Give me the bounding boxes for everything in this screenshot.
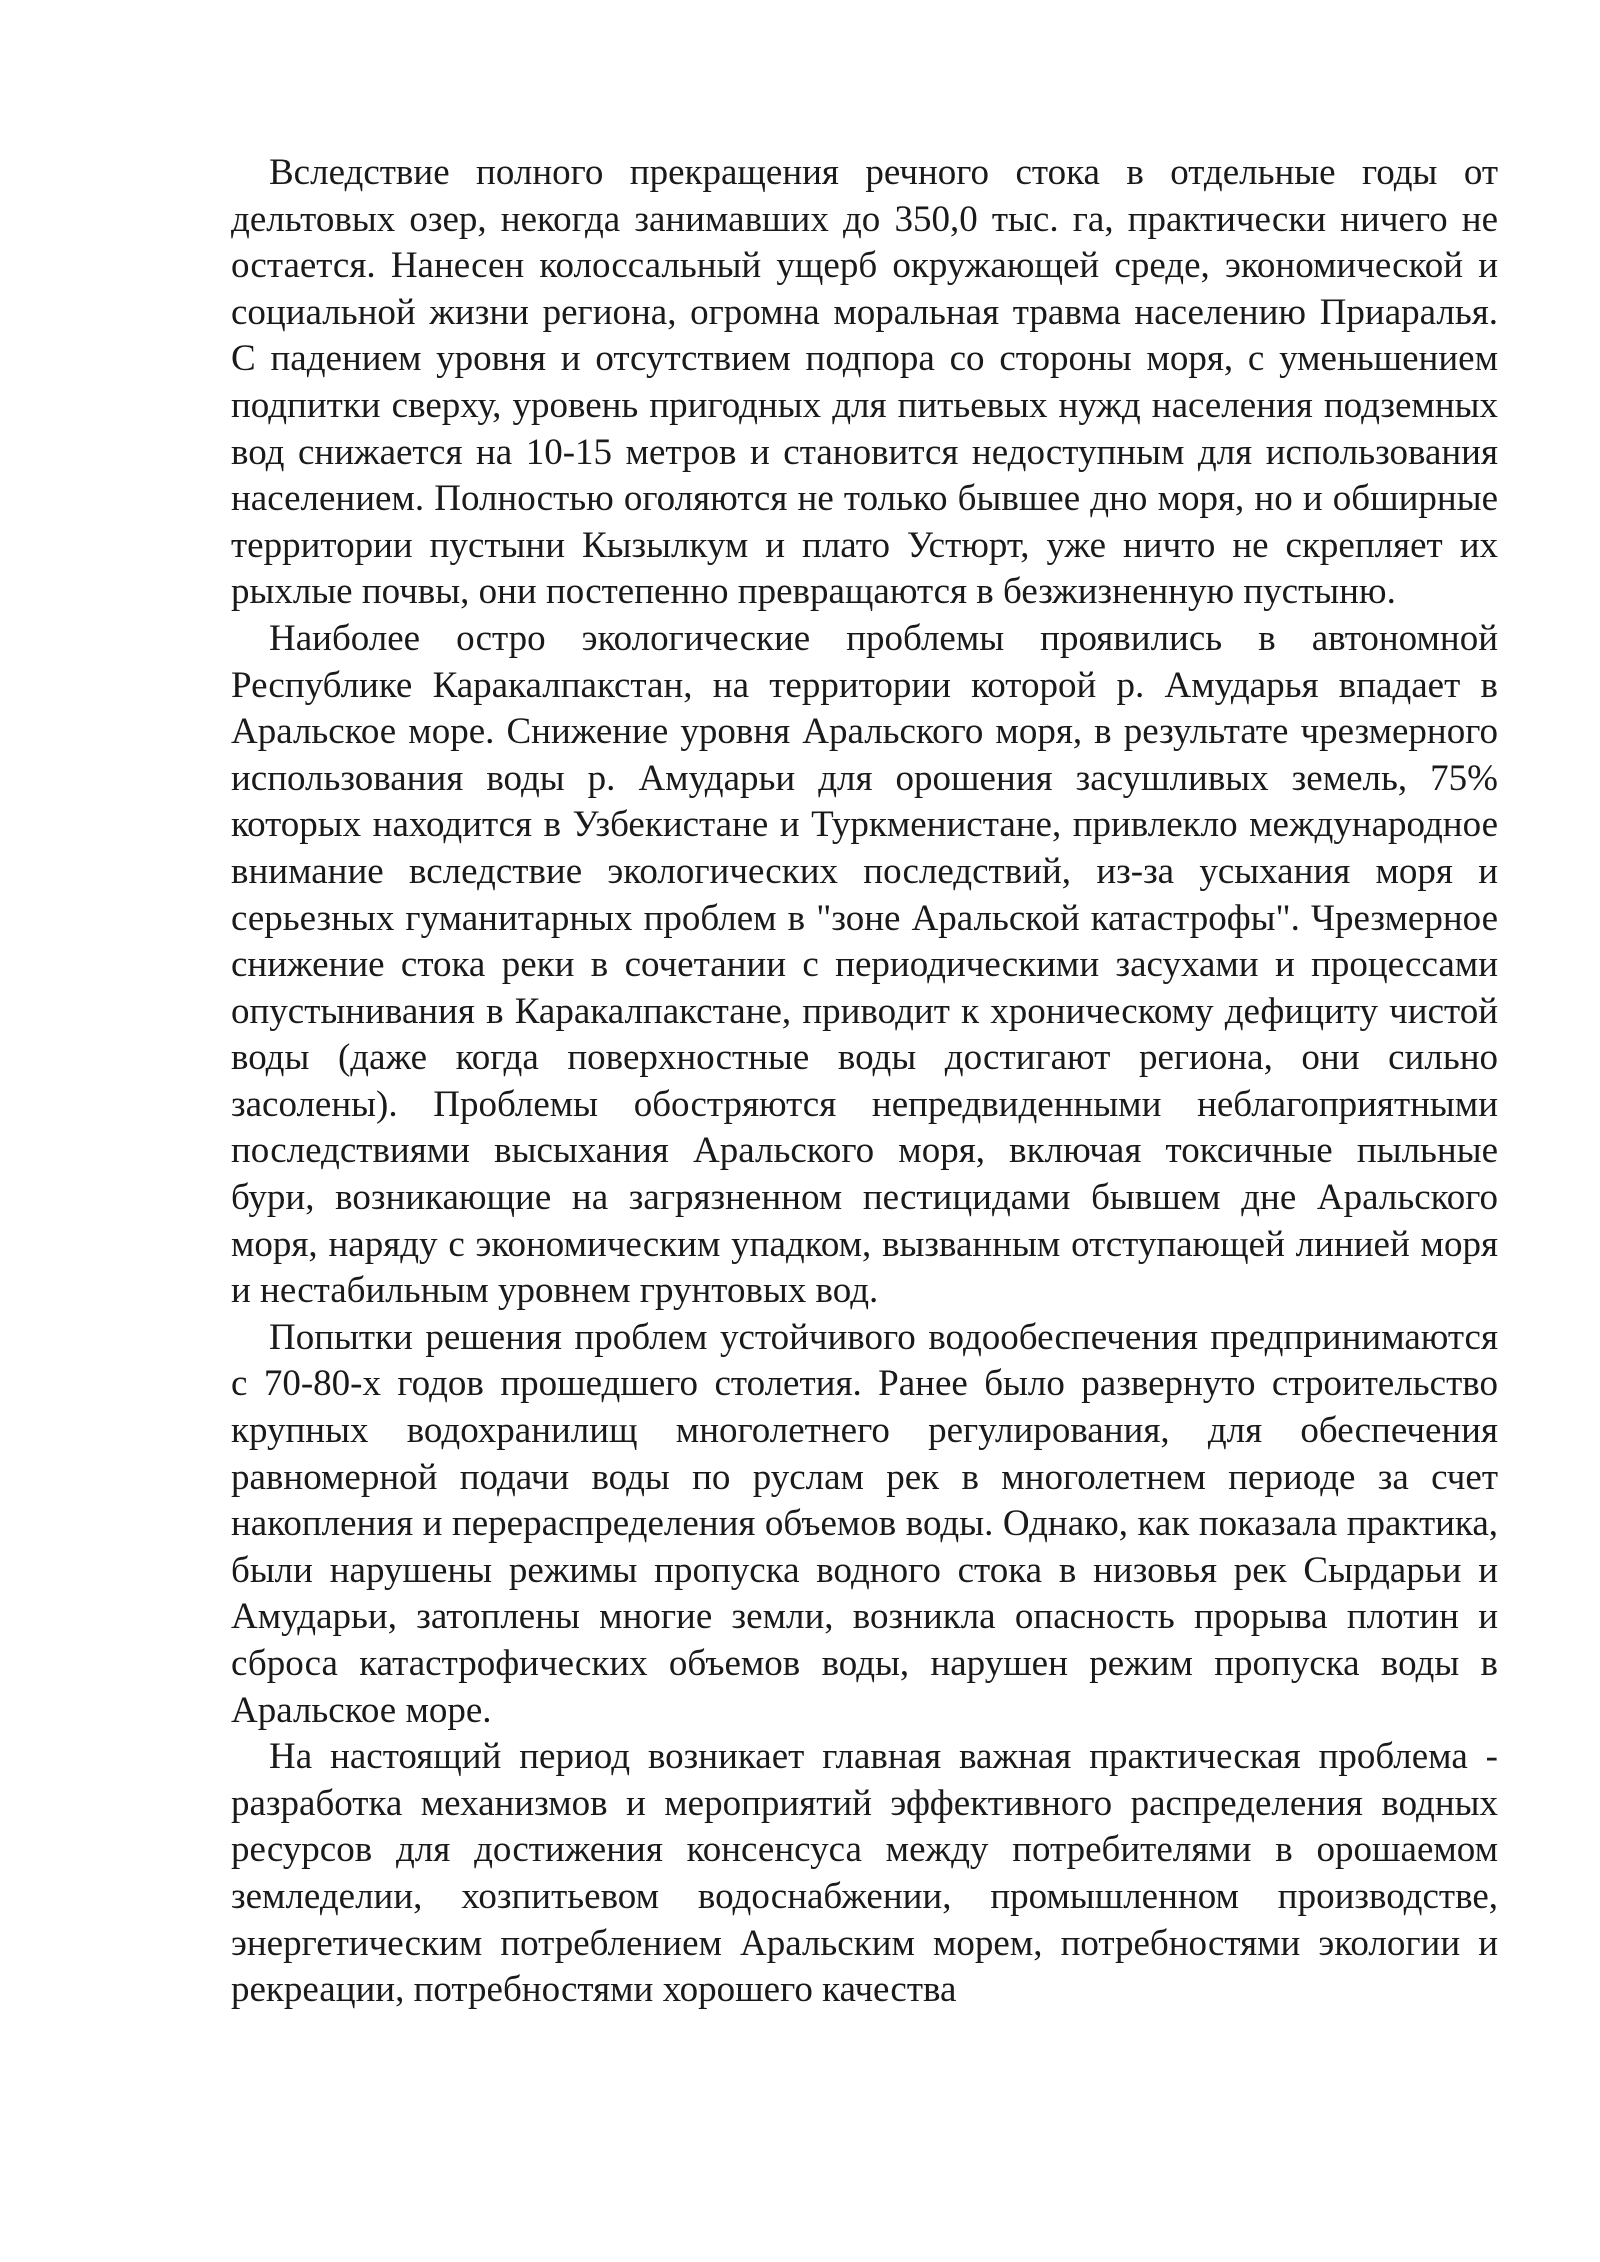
paragraph-2: Наиболее остро экологические проблемы проявились в автономной Республике Каракалпакстан, на территории которой р. Амударья впадает в Аральское море. Снижение уровня Аральского моря, в результате чрезмерного использования воды р. Амударьи для орошения засушливых земель, 75% которых находится в Узбекистане и Туркменистане, привлекло международное внимание вследствие экологических последствий, из-за усыхания моря и серьезных гуманитарных проблем в "зоне Аральской катастрофы". Чрезмерное снижение стока реки в сочетании с периодическими засухами и процессами опустынивания в Каракалпакстане, приводит к хроническому дефициту чистой воды (даже когда поверхностные воды достигают региона, они сильно засолены). Проблемы обостряются непредвиденными неблагоприятными последствиями высыхания Аральского моря, включая токсичные пыльные бури, возникающие на загрязненном пестицидами бывшем дне Аральского моря, наряду с экономическим упадком, вызванным отступающей линией моря и нестабильным уровнем грунтовых вод.: [231, 617, 1498, 1312]
body-text: [231, 150, 1498, 2014]
paragraph-1: Вследствие полного прекращения речного стока в отдельные годы от дельтовых озер, некогда занимавших до 350,0 тыс. га, практически ничего не остается. Нанесен колоссальный ущерб окружающей среде, экономической и социальной жизни региона, огромна моральная травма населению Приаралья. С падением уровня и отсутствием подпора со стороны моря, с уменьшением подпитки сверху, уровень пригодных для питьевых нужд населения подземных вод снижается на 10-15 метров и становится недоступным для использования населением. Полностью оголяются не только бывшее дно моря, но и обширные территории пустыни Кызылкум и плато Устюрт, уже ничто не скрепляет их рыхлые почвы, они постепенно превращаются в безжизненную пустыню.: [231, 152, 1498, 613]
paragraph-3: Попытки решения проблем устойчивого водообеспечения предпринимаются с 70-80-х годов прошедшего столетия. Ранее было развернуто строительство крупных водохранилищ многолетнего регулирования, для обеспечения равномерной подачи воды по руслам рек в многолетнем периоде за счет накопления и перераспределения объемов воды. Однако, как показала практика, были нарушены режимы пропуска водного стока в низовья рек Сырдарьи и Амударьи, затоплены многие земли, возникла опасность прорыва плотин и сброса катастрофических объемов воды, нарушен режим пропуска воды в Аральское море.: [231, 1316, 1498, 1731]
paragraph-4: На настоящий период возникает главная важная практическая проблема - разработка механизмов и мероприятий эффективного распределения водных ресурсов для достижения консенсуса между потребителями в орошаемом земледелии, хозпитьевом водоснабжении, промышленном производстве, энергетическим потреблением Аральским морем, потребностями экологии и рекреации, потребностями хорошего качества: [231, 1736, 1498, 2011]
